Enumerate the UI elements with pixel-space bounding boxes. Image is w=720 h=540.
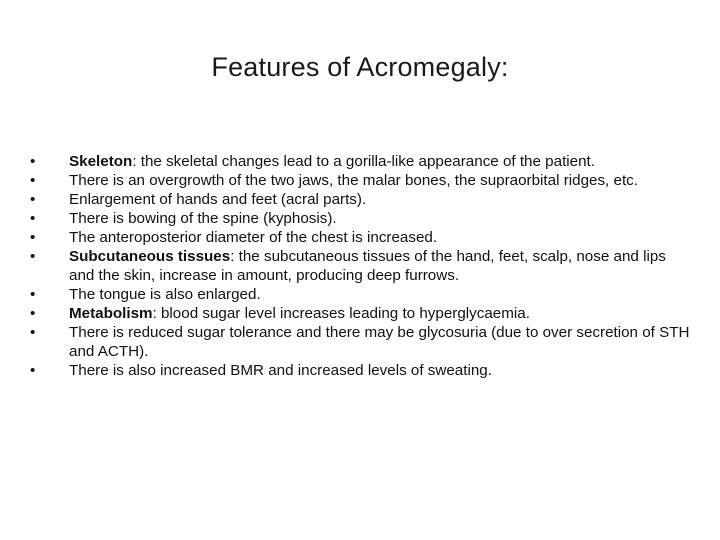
bullet-icon: • bbox=[30, 172, 36, 189]
list-item bbox=[30, 171, 690, 190]
bullet-icon: • bbox=[30, 248, 36, 265]
item-lead: Subcutaneous tissues bbox=[69, 248, 231, 265]
bullet-icon: • bbox=[30, 153, 36, 170]
item-text: : blood sugar level increases leading to hyperglycaemia. bbox=[152, 305, 530, 322]
item-text: : the subcutaneous tissues of the hand, feet, scalp, nose and lips and the skin, increase in amount, producing deep furrows. bbox=[69, 248, 666, 284]
bullet-icon: • bbox=[30, 362, 36, 379]
bullet-icon: • bbox=[30, 286, 36, 303]
item-text: Enlargement of hands and feet (acral parts). bbox=[69, 191, 367, 208]
list-item bbox=[30, 152, 690, 171]
item-text: There is bowing of the spine (kyphosis). bbox=[69, 210, 337, 227]
list-item bbox=[30, 209, 690, 228]
bullet-icon: • bbox=[30, 229, 36, 246]
list-item bbox=[30, 304, 690, 323]
bullet-icon: • bbox=[30, 324, 36, 341]
bullet-icon: • bbox=[30, 191, 36, 208]
item-lead: Metabolism bbox=[69, 305, 153, 322]
list-item bbox=[30, 190, 690, 209]
item-text: : the skeletal changes lead to a gorilla-like appearance of the patient. bbox=[132, 153, 595, 170]
item-text: There is reduced sugar tolerance and there may be glycosuria (due to over secretion of STH and ACTH). bbox=[69, 324, 690, 360]
item-text: The tongue is also enlarged. bbox=[69, 286, 261, 303]
item-text: There is also increased BMR and increased levels of sweating. bbox=[69, 362, 492, 379]
bullet-list bbox=[30, 152, 690, 380]
list-item bbox=[30, 247, 690, 285]
list-item bbox=[30, 361, 690, 380]
list-item bbox=[30, 285, 690, 304]
bullet-icon: • bbox=[30, 305, 36, 322]
item-text: The anteroposterior diameter of the chest is increased. bbox=[69, 229, 438, 246]
slide-title: Features of Acromegaly: bbox=[211, 52, 509, 82]
list-item bbox=[30, 323, 690, 361]
list-item bbox=[30, 228, 690, 247]
item-lead: Skeleton bbox=[69, 153, 133, 170]
item-text: There is an overgrowth of the two jaws, the malar bones, the supraorbital ridges, etc. bbox=[69, 172, 638, 189]
bullet-icon: • bbox=[30, 210, 36, 227]
